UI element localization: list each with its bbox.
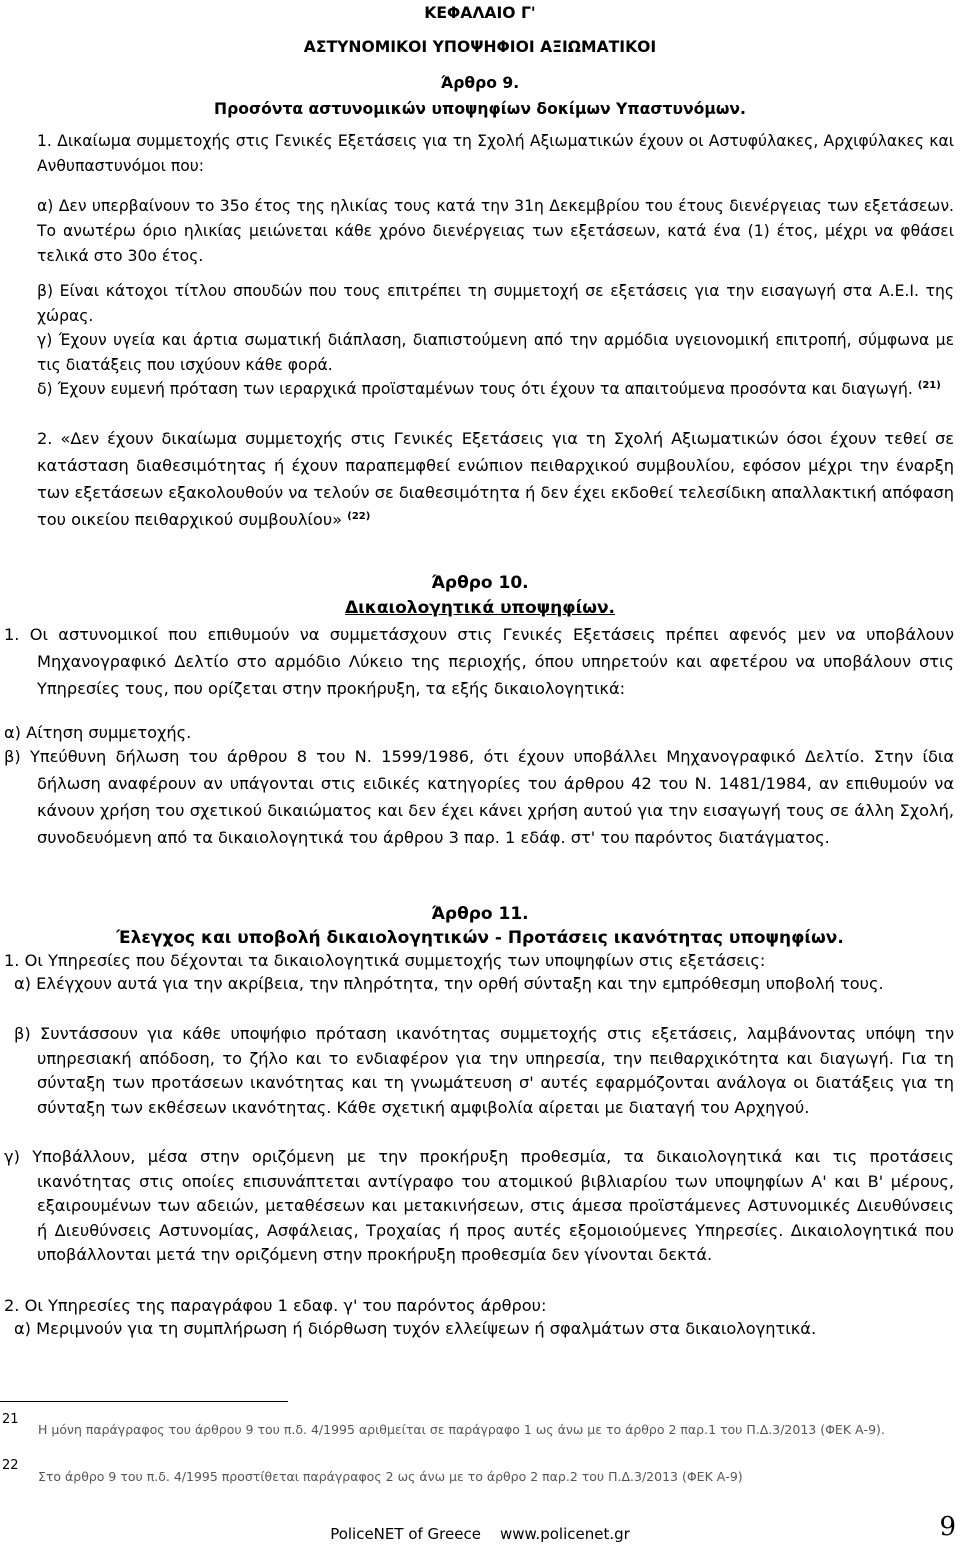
article9-item-c: γ) Έχουν υγεία και άρτια σωματική διάπλαση, διαπιστούμενη από την αρμόδια υγειονομική επιτροπή, σύμφωνα με τις διατάξεις που ισχύουν κάθε φορά. <box>37 331 954 374</box>
article10-paragraph-1: 1. Οι αστυνομικοί που επιθυμούν να συμμετάσχουν στις Γενικές Εξετάσεις πρέπει αφενός μεν να υποβάλουν Μηχανογραφικό Δελτίο στο αρμόδιο Λύκειο της περιοχής, όπου υπηρετούν και αφετέρου να υποβάλουν στις Υπηρεσίες τους, που ορίζεται στην προκήρυξη, τα εξής δικαιολογητικά: <box>4 625 954 698</box>
chapter-subtitle: ΑΣΤΥΝΟΜΙΚΟΙ ΥΠΟΨΗΦΙΟΙ ΑΞΙΩΜΑΤΙΚΟΙ <box>303 38 657 56</box>
article9-item-b: β) Είναι κάτοχοι τίτλου σπουδών που τους επιτρέπει τη συμμετοχή σε εξετάσεις για την εισαγωγή στα Α.Ε.Ι. της χώρας. <box>37 282 954 325</box>
article11-paragraph-2: 2. Οι Υπηρεσίες της παραγράφου 1 εδαφ. γ' του παρόντος άρθρου: <box>4 1296 547 1315</box>
footnote-ref-22: (22) <box>347 511 371 522</box>
article9-heading: Άρθρο 9. <box>440 74 520 92</box>
article9-item-a: α) Δεν υπερβαίνουν το 35ο έτος της ηλικίας τους κατά την 31η Δεκεμβρίου του έτους διενέργειας των εξετάσεων. Το ανωτέρω όριο ηλικίας μειώνεται κάθε χρόνο διενέργειας των εξετάσεων, κατά ένα (1) έτος, μέχρι να φθάσει τελικά στο 30ο έτος. <box>37 197 954 265</box>
article9-title: Προσόντα αστυνομικών υποψηφίων δοκίμων Υπαστυνόμων. <box>214 100 746 118</box>
footnote-21-number: 21 <box>2 1412 19 1427</box>
article11-title: Έλεγχος και υποβολή δικαιολογητικών - Προτάσεις ικανότητας υποψηφίων. <box>116 928 844 948</box>
page-number: 9 <box>939 1512 956 1542</box>
footnote-22-number: 22 <box>2 1458 19 1473</box>
article10-item-b: β) Υπεύθυνη δήλωση του άρθρου 8 του Ν. 1599/1986, ότι έχουν υποβάλλει Μηχανογραφικό Δελτίο. Στην ίδια δήλωση αναφέρουν αν υπάγονται στις ειδικές κατηγορίες του άρθρου 42 του Ν. 1481/1984, αν επιθυμούν να κάνουν χρήση του σχετικού δικαιώματος και δεν έχει κάνει χρήση αυτού για την εισαγωγή τους σε άλλη Σχολή, συνοδευόμενη από τα δικαιολογητικά του άρθρου 3 παρ. 1 εδάφ. στ' του παρόντος διατάγματος. <box>4 747 954 847</box>
article9-item-d-text: δ) Έχουν ευμενή πρόταση των ιεραρχικά προϊσταμένων τους ότι έχουν τα απαιτούμενα προσόντα και διαγωγή. <box>37 380 913 398</box>
article9-item-d <box>37 377 954 402</box>
article10-title: Δικαιολογητικά υποψηφίων. <box>344 598 616 618</box>
article11-item-c: γ) Υποβάλλουν, μέσα στην οριζόμενη με την προκήρυξη προθεσμία, τα δικαιολογητικά και τις προτάσεις ικανότητας στις οποίες επισυνάπτεται αντίγραφο του ατομικού βιβλιαρίου των υποψηφίων Α' και Β' μέρους, εξαιρουμένων των αδειών, μεταθέσεων και μετακινήσεων, στις άμεσα προϊστάμενες Αστυνομικές Διευθύνσεις ή Διευθύνσεις Αστυνομίας, Ασφάλειας, Τροχαίας ή προς αυτές εξομοιούμενες Υπηρεσίες. Δικαιολογητικά που υποβάλλονται μετά την οριζόμενη στην προκήρυξη προθεσμία δεν γίνονται δεκτά. <box>4 1147 954 1264</box>
article11-paragraph-1: 1. Οι Υπηρεσίες που δέχονται τα δικαιολογητικά συμμετοχής των υποψηφίων στις εξετάσεις: <box>4 951 766 970</box>
footer-source: PoliceNET of Greece www.policenet.gr <box>330 1525 630 1543</box>
footnote-ref-21: (21) <box>917 380 941 391</box>
article11-paragraph-2-item-a: α) Μεριμνούν για τη συμπλήρωση ή διόρθωση τυχόν ελλείψεων ή σφαλμάτων στα δικαιολογητικά. <box>14 1319 817 1338</box>
chapter-title: ΚΕΦΑΛΑΙΟ Γ' <box>424 4 536 22</box>
article10-item-a: α) Αίτηση συμμετοχής. <box>4 723 192 742</box>
article9-paragraph-2-text: 2. «Δεν έχουν δικαίωμα συμμετοχής στις Γενικές Εξετάσεις για τη Σχολή Αξιωματικών όσοι έχουν τεθεί σε κατάσταση διαθεσιμότητας ή έχουν παραπεμφθεί ενώπιον πειθαρχικού συμβουλίου, εφόσον μέχρι την έναρξη των εξετάσεων εξακολουθούν να τελούν σε διαθεσιμότητα ή δεν έχει εκδοθεί τελεσίδικη απαλλακτική απόφαση του οικείου πειθαρχικού συμβουλίου» <box>37 429 954 529</box>
footnote-22-text: Στο άρθρο 9 του π.δ. 4/1995 προστίθεται παράγραφος 2 ως άνω με το άρθρο 2 παρ.2 του Π.Δ.3/2013 (ΦΕΚ Α-9) <box>38 1469 743 1484</box>
article11-item-a: α) Ελέγχουν αυτά για την ακρίβεια, την πληρότητα, την ορθή σύνταξη και την εμπρόθεσμη υποβολή τους. <box>14 974 884 993</box>
footnote-separator <box>0 1401 288 1402</box>
article11-heading: Άρθρο 11. <box>431 904 529 924</box>
footnote-21-text: Η μόνη παράγραφος του άρθρου 9 του π.δ. 4/1995 αριθμείται σε παράγραφο 1 ως άνω με το άρθρο 2 παρ.1 του Π.Δ.3/2013 (ΦΕΚ Α-9). <box>38 1422 885 1437</box>
article10-heading: Άρθρο 10. <box>431 573 529 593</box>
article9-paragraph-2 <box>37 425 954 533</box>
article11-item-b: β) Συντάσσουν για κάθε υποψήφιο πρόταση ικανότητας συμμετοχής στις εξετάσεις, λαμβάνοντας υπόψη την υπηρεσιακή απόδοση, το ζήλο και το ενδιαφέρον για την υπηρεσία, την πειθαρχικότητα και διαγωγή. Για τη σύνταξη των προτάσεων ικανότητας και τη γνωμάτευση σ' αυτές εφαρμόζονται ανάλογα οι διατάξεις για τη σύνταξη των εκθέσεων ικανότητας. Κάθε σχετική αμφιβολία αίρεται με διαταγή του Αρχηγού. <box>14 1024 954 1117</box>
article9-paragraph-1: 1. Δικαίωμα συμμετοχής στις Γενικές Εξετάσεις για τη Σχολή Αξιωματικών έχουν οι Αστυφύλακες, Αρχιφύλακες και Ανθυπαστυνόμοι που: <box>37 132 954 175</box>
